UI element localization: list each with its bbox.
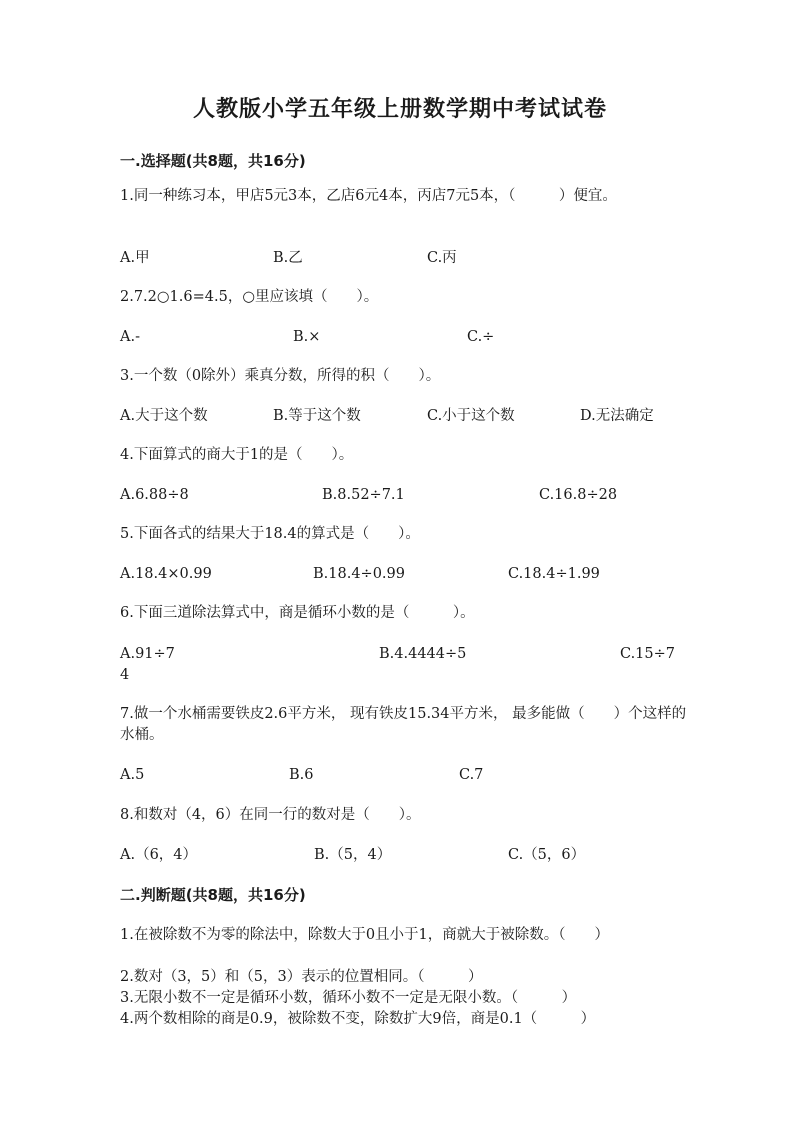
q5-option-a: A.18.4×0.99 [120,566,212,582]
q7-option-c: C.7 [459,767,484,783]
question-7: 7.做一个水桶需要铁皮2.6平方米， 现有铁皮15.34平方米， 最多能做（ ）个这样的水桶。 [120,706,687,743]
q6-option-c: C.15÷7 [620,646,676,662]
q8-option-a: A.（6，4） [120,847,198,863]
section-heading-choice: 一.选择题(共8题，共16分) [120,152,306,170]
q3-option-b: B.等于这个数 [273,408,361,424]
q3-option-a: A.大于这个数 [120,408,208,424]
q8-option-b: B.（5，4） [314,847,392,863]
judgment-3: 3.无限小数不一定是循环小数，循环小数不一定是无限小数。（ ） [120,990,577,1006]
page-title: 人教版小学五年级上册数学期中考试试卷 [192,97,607,122]
q3-option-d: D.无法确定 [580,408,654,424]
q3-option-c: C.小于这个数 [427,408,515,424]
q7-option-b: B.6 [289,767,314,783]
q5-option-c: C.18.4÷1.99 [508,566,600,582]
question-5: 5.下面各式的结果大于18.4的算式是（ ）。 [120,526,420,542]
q1-option-b: B.乙 [273,250,303,266]
q4-option-b: B.8.52÷7.1 [322,487,405,503]
q4-option-c: C.16.8÷28 [539,487,618,503]
q5-option-b: B.18.4÷0.99 [313,566,405,582]
q6-option-overflow: 4 [120,667,130,683]
judgment-4: 4.两个数相除的商是0.9，被除数不变，除数扩大9倍，商是0.1（ ） [120,1011,596,1027]
q4-option-a: A.6.88÷8 [120,487,189,503]
q2-option-c: C.÷ [467,329,495,345]
judgment-2: 2.数对（3，5）和（5，3）表示的位置相同。（ ） [120,969,483,985]
question-8: 8.和数对（4，6）在同一行的数对是（ ）。 [120,807,421,823]
q6-option-b: B.4.4444÷5 [379,646,467,662]
question-6: 6.下面三道除法算式中，商是循环小数的是（ ）。 [120,605,475,621]
q1-option-c: C.丙 [427,250,457,266]
q1-option-a: A.甲 [120,250,150,266]
q8-option-c: C.（5，6） [508,847,586,863]
question-2: 2.7.2○1.6=4.5，○里应该填（ ）。 [120,289,379,305]
q7-option-a: A.5 [120,767,145,783]
question-3: 3.一个数（0除外）乘真分数，所得的积（ ）。 [120,368,441,384]
section-heading-judgment: 二.判断题(共8题，共16分) [120,886,306,904]
q2-option-b: B.× [293,329,321,345]
question-1: 1.同一种练习本，甲店5元3本，乙店6元4本，丙店7元5本，（ ）便宜。 [120,188,617,204]
judgment-1: 1.在被除数不为零的除法中，除数大于0且小于1，商就大于被除数。（ ） [120,927,610,943]
q6-option-a: A.91÷7 [120,646,175,662]
q2-option-a: A.- [120,329,140,345]
question-4: 4.下面算式的商大于1的是（ ）。 [120,447,354,463]
